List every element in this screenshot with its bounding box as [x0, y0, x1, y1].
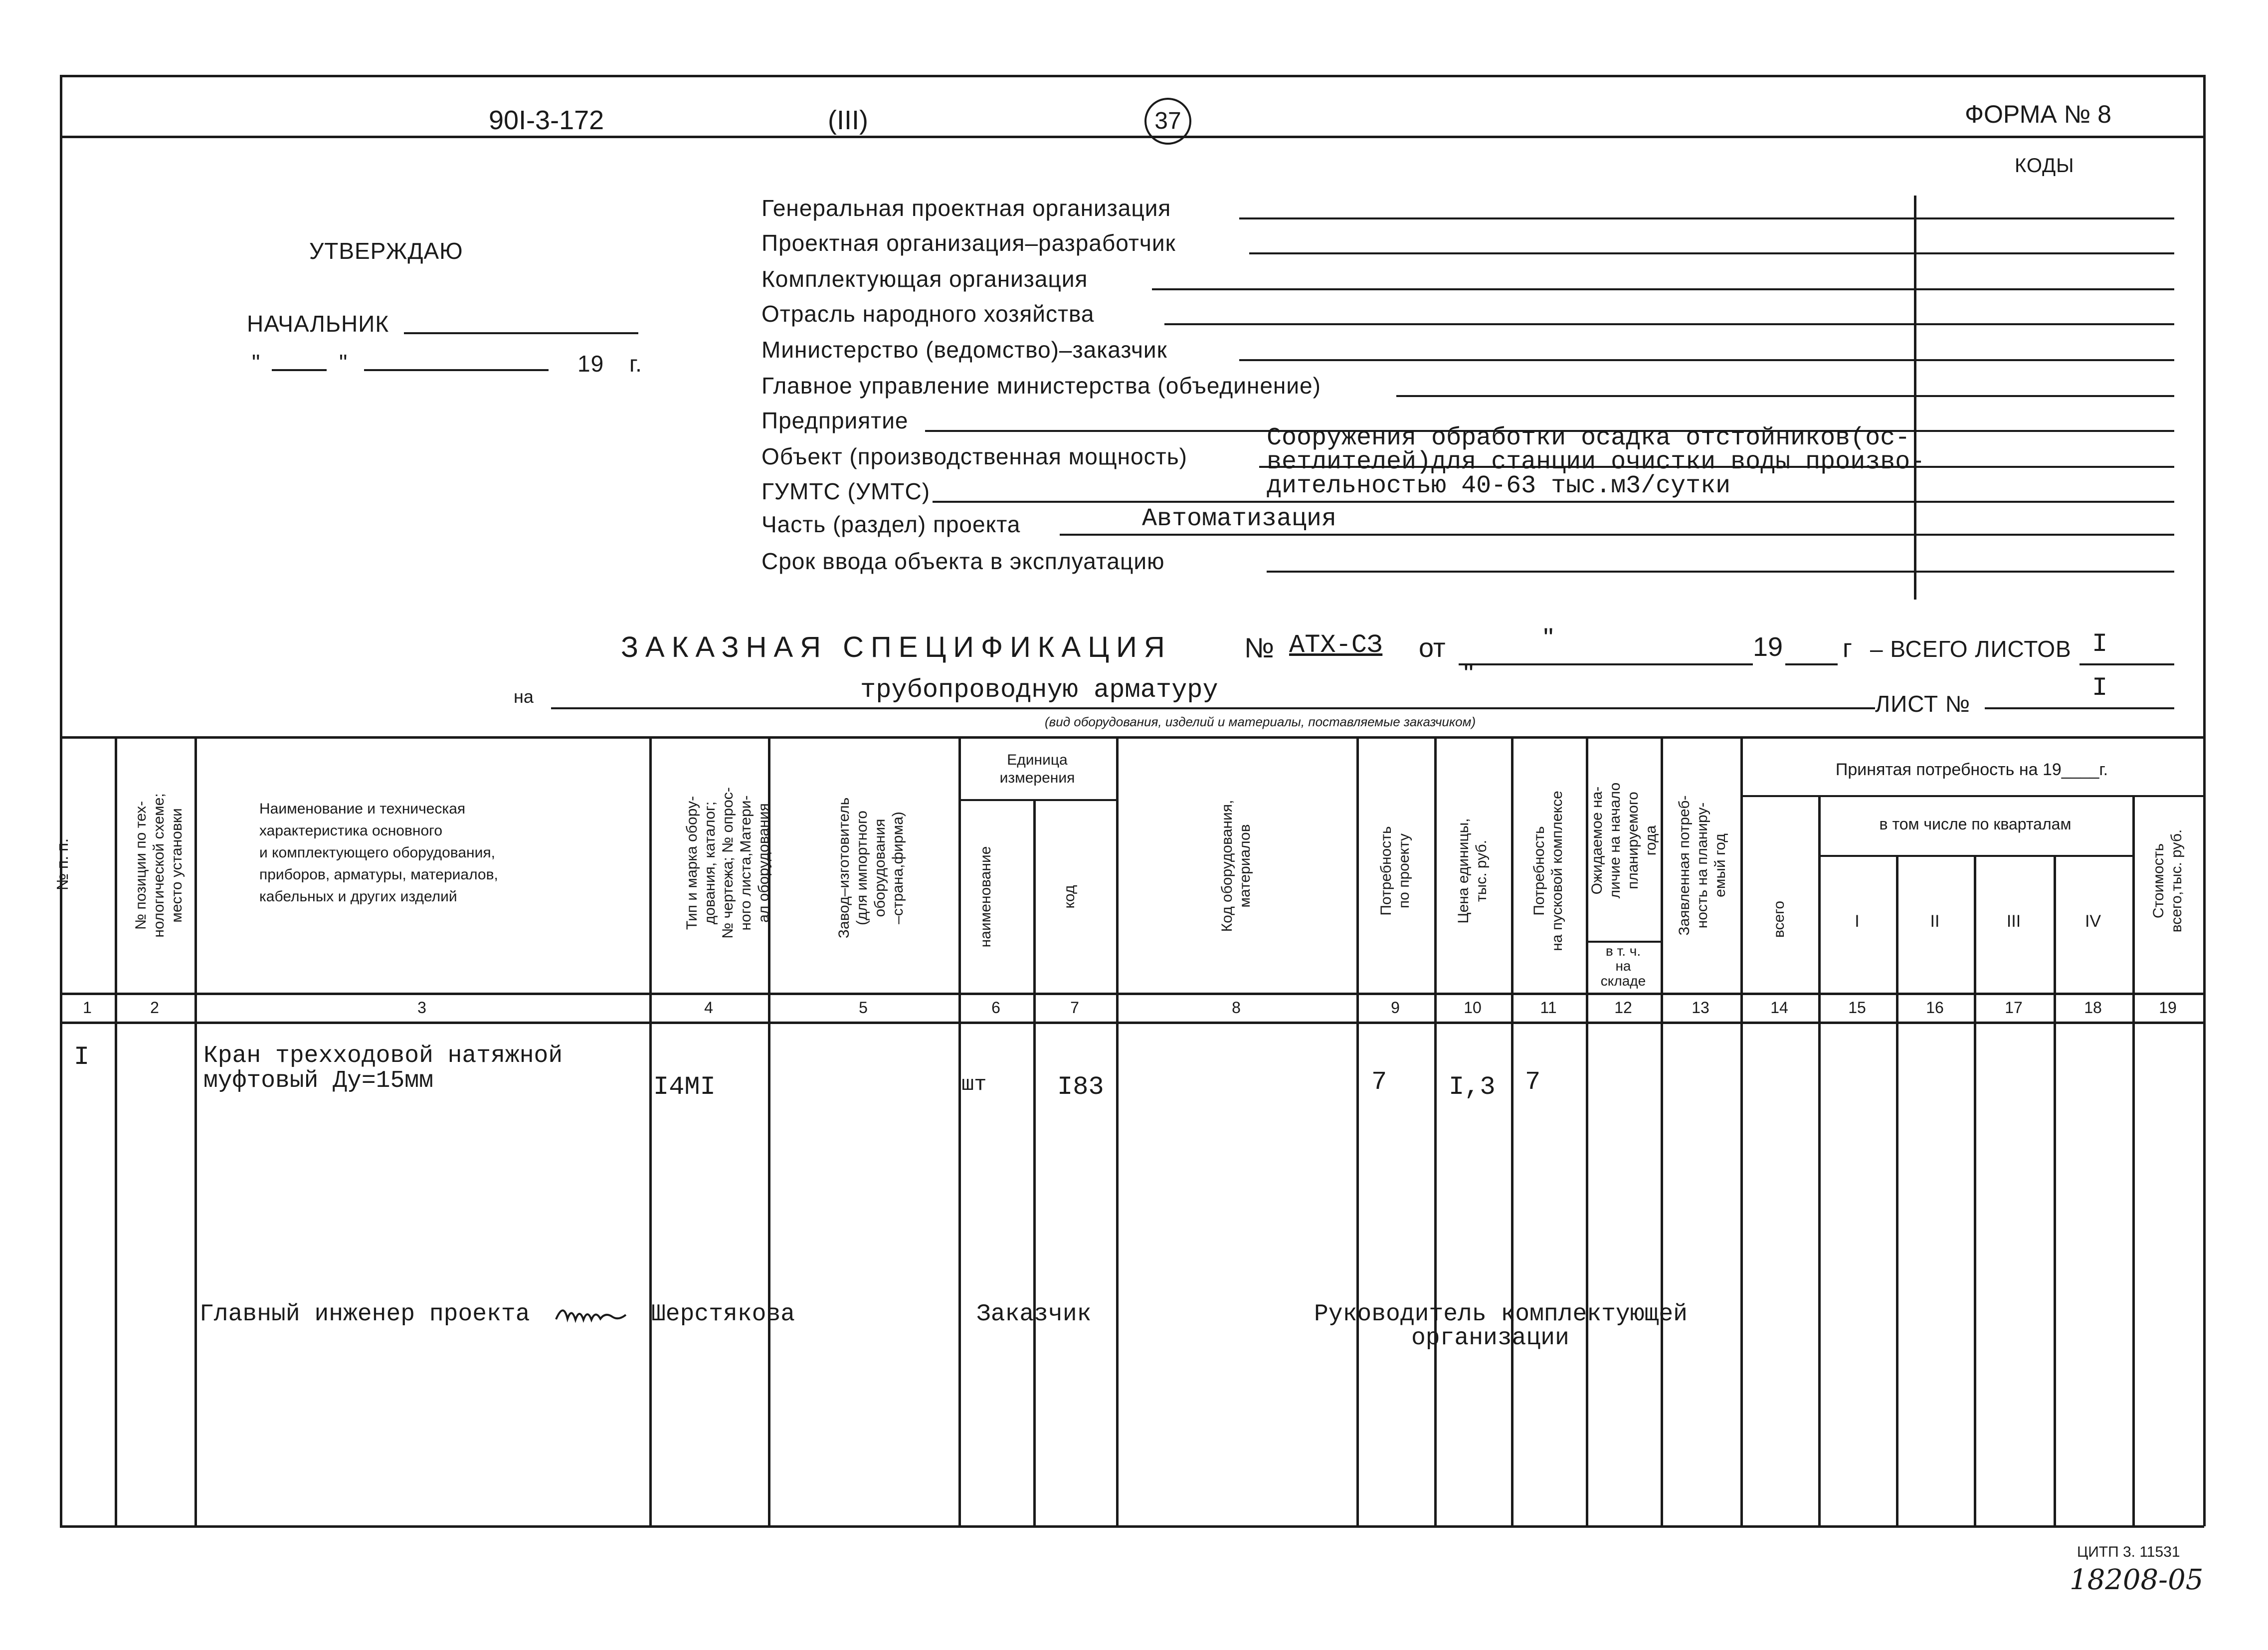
row-unit-name: шт [961, 1072, 987, 1096]
colnum-13: 13 [1692, 999, 1709, 1017]
row-need: 7 [1371, 1067, 1387, 1097]
header-type: Тип и марка обору- дования, каталог; № чертежа; № опрос- ного листа,Матери- ал оборудования [684, 787, 772, 939]
chief-engineer-label: Главный инженер проекта [199, 1301, 530, 1328]
org-line-main-dept [1396, 395, 2174, 397]
colnum-1: 1 [83, 999, 92, 1017]
colnum-12: 12 [1614, 999, 1632, 1017]
header-maker: Завод–изготовитель (для импортного оборудования –страна,фирма) [836, 797, 906, 939]
spec-year-line [1785, 663, 1838, 665]
spec-total-sheets: I [2092, 629, 2108, 659]
col-divider-13 [1740, 736, 1743, 1526]
colnum-2: 2 [150, 999, 159, 1017]
colnum-7: 7 [1070, 999, 1079, 1017]
approval-year-suffix: г. [629, 351, 642, 377]
spec-number: АТХ-СЗ [1289, 630, 1383, 660]
table-header-bottom [60, 993, 2204, 995]
header-q4: IV [2084, 912, 2101, 931]
header-claimed: Заявленная потреб- ность на планиру- емый год [1676, 795, 1728, 936]
header-q1: I [1855, 912, 1860, 931]
org-line-developer [1249, 252, 2174, 254]
org-line-part [1060, 534, 2174, 536]
row-unit-code: I83 [1057, 1072, 1104, 1102]
row-no: I [74, 1042, 90, 1072]
header-in-stock: в т. ч. на складе [1600, 943, 1646, 989]
page-number-text: 37 [1154, 108, 1181, 134]
spec-date-line [1459, 663, 1753, 665]
row-type: I4MI [653, 1072, 716, 1102]
org-label-part: Часть (раздел) проекта [761, 511, 1021, 537]
head-label-1: Руководитель комплектующей [1314, 1301, 1688, 1328]
spec-total-sheets-line [2079, 663, 2174, 665]
form-label: ФОРМА № 8 [1965, 100, 2111, 128]
org-label-industry: Отрасль народного хозяйства [761, 301, 1095, 327]
chief-engineer-signature [554, 1297, 628, 1332]
header-q2: II [1930, 912, 1940, 931]
approval-date-open: " [252, 350, 261, 376]
spec-total-sheets-label: – ВСЕГО ЛИСТОВ [1870, 636, 2072, 662]
colnum-19: 19 [2159, 999, 2177, 1017]
org-line-industry [1164, 323, 2174, 325]
object-value-line2: ветлителей)для станции очистки воды произво- [1267, 448, 1925, 476]
table-bottom-border [60, 1525, 2204, 1528]
colnum-8: 8 [1232, 999, 1241, 1017]
header-expected: Ожидаемое на- личие на начало планируемого года [1589, 782, 1659, 899]
footer-stamp: ЦИТП 3. 11531 [2077, 1544, 2180, 1560]
header-divider [60, 136, 2204, 138]
col-divider-9 [1434, 736, 1437, 1526]
org-label-gumts: ГУМТС (УМТС) [761, 478, 931, 504]
stock-header-line [1586, 941, 1661, 943]
colnum-11: 11 [1540, 999, 1557, 1017]
org-label-main-dept: Главное управление министерства (объединение) [761, 373, 1321, 399]
volume-mark: (III) [828, 105, 868, 135]
colnum-9: 9 [1391, 999, 1400, 1017]
row-name: Кран трехходовой натяжной муфтовый Ду=15мм [203, 1042, 563, 1094]
table-top-border [60, 736, 2204, 739]
header-equip-code: Код оборудования, материалов [1219, 800, 1253, 932]
unit-header-line [958, 799, 1116, 801]
colnum-14: 14 [1770, 999, 1788, 1017]
spec-subject: трубопроводную арматуру [860, 675, 1218, 705]
col-divider-16 [1974, 855, 1976, 1526]
colnum-4: 4 [704, 999, 713, 1017]
header-accepted: Принятая потребность на 19____г. [1835, 760, 2108, 779]
col-divider-17 [2054, 855, 2056, 1526]
header-unit: Единица измерения [999, 752, 1075, 786]
spec-sheet-line [1985, 707, 2174, 709]
header-cost: Стоимость всего,тыс. руб. [2150, 829, 2185, 933]
col-divider-1 [115, 736, 117, 1526]
colnum-6: 6 [991, 999, 1000, 1017]
frame-top [60, 75, 2204, 77]
org-label-supplier: Комплектующая организация [761, 266, 1088, 292]
org-label-developer: Проектная организация–разработчик [761, 230, 1176, 256]
row-launch-need: 7 [1525, 1067, 1541, 1097]
org-line-gumts [933, 501, 2174, 503]
header-name: Наименование и техническая характеристика основного и комплектующего оборудования, приборов, арматуры, материалов, кабельных и других изделий [259, 801, 498, 905]
colnum-16: 16 [1926, 999, 1944, 1017]
object-value-line3: дительностью 40-63 тыс.м3/сутки [1267, 472, 1731, 500]
approval-chief: НАЧАЛЬНИК [247, 311, 389, 337]
org-label-deadline: Срок ввода объекта в эксплуатацию [761, 548, 1165, 574]
header-quarters: в том числе по кварталам [1879, 815, 2072, 833]
spec-quote-open: " [1543, 622, 1553, 653]
colnum-3: 3 [417, 999, 426, 1017]
footer-inventory: 18208-05 [2070, 1564, 2204, 1596]
page-number [1144, 98, 1191, 145]
header-unit-name: наименование [977, 846, 994, 948]
col-divider-5 [958, 736, 961, 1526]
org-line-deadline [1267, 571, 2174, 573]
header-need: Потребность по проекту [1378, 826, 1412, 916]
spec-year-suffix: г [1843, 634, 1852, 663]
colnum-18: 18 [2084, 999, 2102, 1017]
colnum-17: 17 [2005, 999, 2023, 1017]
col-divider-7 [1116, 736, 1119, 1526]
doc-code: 90I-3-172 [489, 105, 604, 135]
colnum-5: 5 [859, 999, 868, 1017]
table-colnum-bottom [60, 1022, 2204, 1024]
approval-title: УТВЕРЖДАЮ [309, 238, 463, 264]
codes-label: КОДЫ [2015, 155, 2075, 177]
org-line-ministry [1239, 359, 2174, 361]
codes-divider [1914, 196, 1916, 600]
col-divider-2 [194, 736, 197, 1526]
header-unit-code: код [1061, 885, 1078, 909]
org-label-ministry: Министерство (ведомство)–заказчик [761, 337, 1167, 363]
approval-year: 19 [577, 351, 604, 377]
header-q3: III [2006, 912, 2021, 931]
spec-subject-note: (вид оборудования, изделий и материалы, поставляемые заказчиком) [1045, 714, 1476, 729]
col-divider-6 [1033, 799, 1036, 1526]
approval-month-line [364, 369, 549, 371]
org-label-general: Генеральная проектная организация [761, 195, 1171, 221]
col-divider-14 [1818, 795, 1821, 1526]
customer-label: Заказчик [976, 1301, 1092, 1328]
spec-quote-close: " [1464, 658, 1474, 689]
header-position: № позиции по тех- нологической схеме; место установки [133, 793, 185, 938]
spec-sheet-label: ЛИСТ № [1875, 691, 1971, 717]
spec-sheet: I [2092, 673, 2108, 703]
frame-right [2203, 75, 2206, 1526]
col-divider-8 [1356, 736, 1359, 1526]
spec-subject-line [551, 707, 1875, 709]
org-line-supplier [1152, 288, 2174, 290]
col-divider-10 [1511, 736, 1513, 1526]
spec-title: ЗАКАЗНАЯ СПЕЦИФИКАЦИЯ [621, 631, 1172, 663]
col-divider-18 [2132, 795, 2135, 1526]
header-launch-need: Потребность на пусковой комплексе [1531, 791, 1565, 951]
colnum-15: 15 [1848, 999, 1866, 1017]
spec-year: 19 [1753, 632, 1783, 662]
row-price: I,3 [1449, 1072, 1496, 1102]
col-divider-15 [1896, 855, 1898, 1526]
chief-signature-line [404, 332, 638, 334]
colnum-10: 10 [1464, 999, 1482, 1017]
header-price: Цена единицы, тыс. руб. [1455, 818, 1490, 924]
org-label-enterprise: Предприятие [761, 408, 909, 433]
spec-from-label: от [1419, 633, 1446, 663]
chief-engineer-name: Шерстякова [651, 1301, 795, 1328]
org-line-general [1239, 217, 2174, 219]
col-divider-3 [649, 736, 652, 1526]
header-item-no: № п. п. [53, 838, 71, 891]
approval-date-close: " [339, 350, 348, 376]
approval-day-line [272, 369, 327, 371]
head-label-2: организации [1411, 1325, 1569, 1352]
spec-number-label: № [1244, 632, 1275, 663]
part-value: Автоматизация [1142, 505, 1337, 533]
object-value-line1: Сооружения обработки осадка отстойников(ос- [1267, 424, 1910, 452]
spec-on-label: на [514, 686, 534, 707]
org-label-object: Объект (производственная мощность) [761, 443, 1187, 469]
header-total: всего [1771, 900, 1787, 938]
